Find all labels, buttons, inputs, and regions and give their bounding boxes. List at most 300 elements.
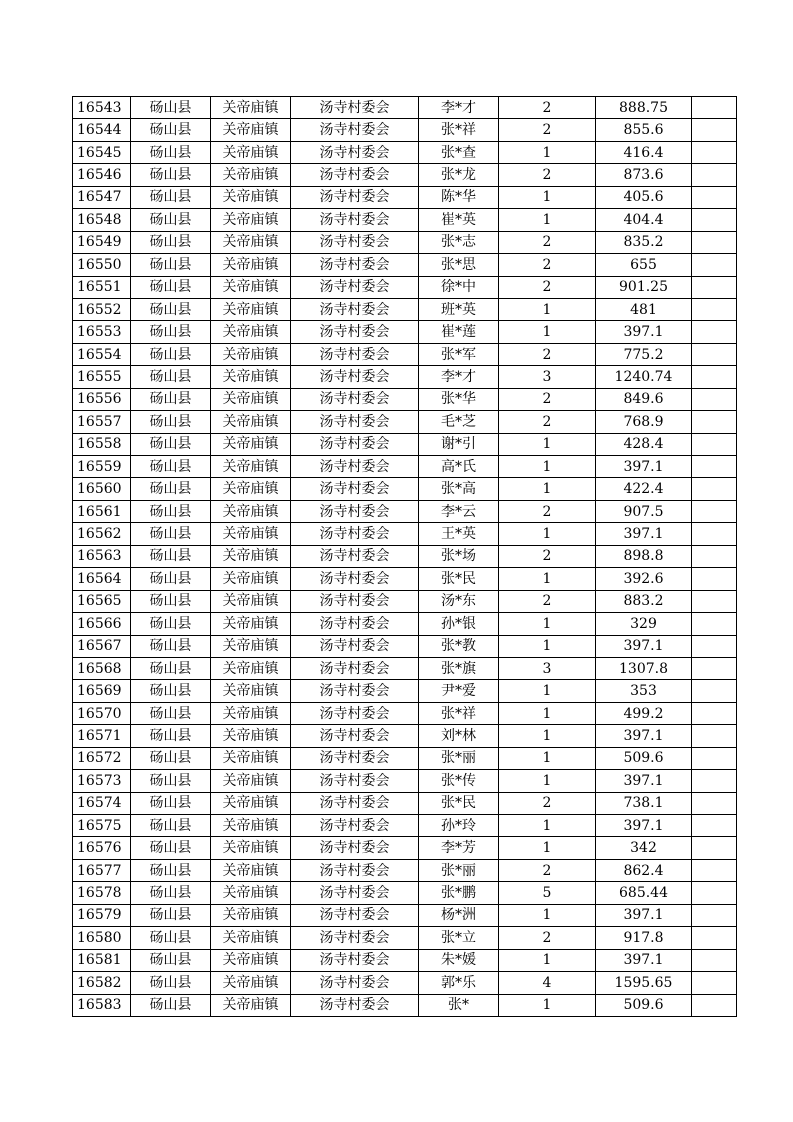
town-cell: 关帝庙镇: [211, 972, 291, 994]
remark-cell: [692, 702, 737, 724]
name-cell: 张*志: [419, 231, 499, 253]
name-cell: 张*查: [419, 141, 499, 163]
household-size-cell: 1: [499, 994, 596, 1016]
remark-cell: [692, 478, 737, 500]
village-committee-cell: 汤寺村委会: [291, 545, 419, 567]
county-cell: 砀山县: [131, 186, 211, 208]
household-size-cell: 2: [499, 859, 596, 881]
amount-cell: 509.6: [596, 747, 692, 769]
village-committee-cell: 汤寺村委会: [291, 231, 419, 253]
county-cell: 砀山县: [131, 523, 211, 545]
table-row: [73, 523, 737, 545]
town-cell: 关帝庙镇: [211, 882, 291, 904]
town-cell: 关帝庙镇: [211, 815, 291, 837]
remark-cell: [692, 882, 737, 904]
village-committee-cell: 汤寺村委会: [291, 702, 419, 724]
amount-cell: 1307.8: [596, 657, 692, 679]
county-cell: 砀山县: [131, 927, 211, 949]
town-cell: 关帝庙镇: [211, 994, 291, 1016]
town-cell: 关帝庙镇: [211, 568, 291, 590]
county-cell: 砀山县: [131, 568, 211, 590]
household-size-cell: 1: [499, 433, 596, 455]
record-id-cell: 16558: [73, 433, 131, 455]
table-row: [73, 500, 737, 522]
village-committee-cell: 汤寺村委会: [291, 411, 419, 433]
remark-cell: [692, 725, 737, 747]
village-committee-cell: 汤寺村委会: [291, 859, 419, 881]
household-size-cell: 2: [499, 411, 596, 433]
record-id-cell: 16564: [73, 568, 131, 590]
remark-cell: [692, 500, 737, 522]
table-row: [73, 949, 737, 971]
record-id-cell: 16567: [73, 635, 131, 657]
village-committee-cell: 汤寺村委会: [291, 590, 419, 612]
county-cell: 砀山县: [131, 343, 211, 365]
village-committee-cell: 汤寺村委会: [291, 725, 419, 747]
village-committee-cell: 汤寺村委会: [291, 97, 419, 119]
table-row: [73, 702, 737, 724]
county-cell: 砀山县: [131, 725, 211, 747]
record-id-cell: 16583: [73, 994, 131, 1016]
town-cell: 关帝庙镇: [211, 321, 291, 343]
remark-cell: [692, 972, 737, 994]
record-id-cell: 16552: [73, 298, 131, 320]
household-size-cell: 3: [499, 366, 596, 388]
name-cell: 张*丽: [419, 747, 499, 769]
record-id-cell: 16563: [73, 545, 131, 567]
remark-cell: [692, 545, 737, 567]
county-cell: 砀山县: [131, 837, 211, 859]
amount-cell: 509.6: [596, 994, 692, 1016]
town-cell: 关帝庙镇: [211, 837, 291, 859]
name-cell: 刘*林: [419, 725, 499, 747]
amount-cell: 422.4: [596, 478, 692, 500]
record-id-cell: 16556: [73, 388, 131, 410]
name-cell: 张*丽: [419, 859, 499, 881]
town-cell: 关帝庙镇: [211, 949, 291, 971]
household-size-cell: 1: [499, 456, 596, 478]
town-cell: 关帝庙镇: [211, 859, 291, 881]
town-cell: 关帝庙镇: [211, 635, 291, 657]
household-size-cell: 2: [499, 545, 596, 567]
name-cell: 毛*芝: [419, 411, 499, 433]
village-committee-cell: 汤寺村委会: [291, 478, 419, 500]
village-committee-cell: 汤寺村委会: [291, 792, 419, 814]
household-size-cell: 1: [499, 613, 596, 635]
village-committee-cell: 汤寺村委会: [291, 635, 419, 657]
table-row: [73, 478, 737, 500]
town-cell: 关帝庙镇: [211, 747, 291, 769]
amount-cell: 397.1: [596, 725, 692, 747]
amount-cell: 855.6: [596, 119, 692, 141]
town-cell: 关帝庙镇: [211, 141, 291, 163]
county-cell: 砀山县: [131, 680, 211, 702]
county-cell: 砀山县: [131, 702, 211, 724]
county-cell: 砀山县: [131, 164, 211, 186]
amount-cell: 353: [596, 680, 692, 702]
county-cell: 砀山县: [131, 545, 211, 567]
remark-cell: [692, 635, 737, 657]
table-row: [73, 321, 737, 343]
town-cell: 关帝庙镇: [211, 613, 291, 635]
table-row: [73, 388, 737, 410]
village-committee-cell: 汤寺村委会: [291, 815, 419, 837]
household-size-cell: 1: [499, 770, 596, 792]
name-cell: 汤*东: [419, 590, 499, 612]
record-id-cell: 16581: [73, 949, 131, 971]
household-size-cell: 2: [499, 119, 596, 141]
county-cell: 砀山县: [131, 141, 211, 163]
county-cell: 砀山县: [131, 859, 211, 881]
remark-cell: [692, 343, 737, 365]
table-row: [73, 97, 737, 119]
amount-cell: 397.1: [596, 949, 692, 971]
county-cell: 砀山县: [131, 478, 211, 500]
household-size-cell: 2: [499, 343, 596, 365]
household-size-cell: 1: [499, 478, 596, 500]
village-committee-cell: 汤寺村委会: [291, 747, 419, 769]
table-row: [73, 904, 737, 926]
amount-cell: 428.4: [596, 433, 692, 455]
table-row: [73, 411, 737, 433]
name-cell: 班*英: [419, 298, 499, 320]
table-row: [73, 657, 737, 679]
name-cell: 张*立: [419, 927, 499, 949]
record-id-cell: 16574: [73, 792, 131, 814]
table-row: [73, 747, 737, 769]
town-cell: 关帝庙镇: [211, 904, 291, 926]
remark-cell: [692, 298, 737, 320]
town-cell: 关帝庙镇: [211, 770, 291, 792]
record-id-cell: 16562: [73, 523, 131, 545]
amount-cell: 481: [596, 298, 692, 320]
name-cell: 张*教: [419, 635, 499, 657]
household-size-cell: 2: [499, 164, 596, 186]
household-size-cell: 5: [499, 882, 596, 904]
amount-cell: 849.6: [596, 388, 692, 410]
amount-cell: 329: [596, 613, 692, 635]
town-cell: 关帝庙镇: [211, 231, 291, 253]
record-id-cell: 16557: [73, 411, 131, 433]
household-size-cell: 2: [499, 388, 596, 410]
record-id-cell: 16559: [73, 456, 131, 478]
village-committee-cell: 汤寺村委会: [291, 164, 419, 186]
amount-cell: 397.1: [596, 770, 692, 792]
village-committee-cell: 汤寺村委会: [291, 456, 419, 478]
table-row: [73, 613, 737, 635]
town-cell: 关帝庙镇: [211, 478, 291, 500]
village-committee-cell: 汤寺村委会: [291, 837, 419, 859]
amount-cell: 416.4: [596, 141, 692, 163]
county-cell: 砀山县: [131, 792, 211, 814]
village-committee-cell: 汤寺村委会: [291, 680, 419, 702]
record-id-cell: 16575: [73, 815, 131, 837]
town-cell: 关帝庙镇: [211, 186, 291, 208]
household-size-cell: 1: [499, 635, 596, 657]
name-cell: 谢*引: [419, 433, 499, 455]
county-cell: 砀山县: [131, 500, 211, 522]
town-cell: 关帝庙镇: [211, 298, 291, 320]
remark-cell: [692, 119, 737, 141]
record-id-cell: 16569: [73, 680, 131, 702]
household-size-cell: 1: [499, 298, 596, 320]
county-cell: 砀山县: [131, 904, 211, 926]
table-row: [73, 186, 737, 208]
name-cell: 李*才: [419, 366, 499, 388]
village-committee-cell: 汤寺村委会: [291, 276, 419, 298]
remark-cell: [692, 366, 737, 388]
county-cell: 砀山县: [131, 231, 211, 253]
county-cell: 砀山县: [131, 613, 211, 635]
table-row: [73, 815, 737, 837]
amount-cell: 898.8: [596, 545, 692, 567]
table-row: [73, 298, 737, 320]
town-cell: 关帝庙镇: [211, 388, 291, 410]
table-body: [73, 97, 737, 1017]
amount-cell: 907.5: [596, 500, 692, 522]
remark-cell: [692, 186, 737, 208]
name-cell: 张*高: [419, 478, 499, 500]
name-cell: 张*民: [419, 568, 499, 590]
town-cell: 关帝庙镇: [211, 702, 291, 724]
village-committee-cell: 汤寺村委会: [291, 343, 419, 365]
town-cell: 关帝庙镇: [211, 590, 291, 612]
household-size-cell: 2: [499, 254, 596, 276]
amount-cell: 738.1: [596, 792, 692, 814]
household-size-cell: 1: [499, 680, 596, 702]
table-row: [73, 231, 737, 253]
amount-cell: 397.1: [596, 456, 692, 478]
household-size-cell: 2: [499, 231, 596, 253]
village-committee-cell: 汤寺村委会: [291, 141, 419, 163]
town-cell: 关帝庙镇: [211, 792, 291, 814]
name-cell: 高*氏: [419, 456, 499, 478]
table-row: [73, 119, 737, 141]
name-cell: 张*场: [419, 545, 499, 567]
village-committee-cell: 汤寺村委会: [291, 904, 419, 926]
village-committee-cell: 汤寺村委会: [291, 254, 419, 276]
table-row: [73, 433, 737, 455]
name-cell: 崔*莲: [419, 321, 499, 343]
village-committee-cell: 汤寺村委会: [291, 321, 419, 343]
record-id-cell: 16554: [73, 343, 131, 365]
town-cell: 关帝庙镇: [211, 545, 291, 567]
household-size-cell: 3: [499, 657, 596, 679]
remark-cell: [692, 141, 737, 163]
county-cell: 砀山县: [131, 815, 211, 837]
village-committee-cell: 汤寺村委会: [291, 882, 419, 904]
remark-cell: [692, 657, 737, 679]
household-size-cell: 1: [499, 321, 596, 343]
village-committee-cell: 汤寺村委会: [291, 994, 419, 1016]
table-row: [73, 254, 737, 276]
household-size-cell: 4: [499, 972, 596, 994]
household-size-cell: 1: [499, 523, 596, 545]
table-row: [73, 141, 737, 163]
household-size-cell: 1: [499, 815, 596, 837]
record-id-cell: 16579: [73, 904, 131, 926]
household-size-cell: 1: [499, 725, 596, 747]
record-id-cell: 16545: [73, 141, 131, 163]
amount-cell: 901.25: [596, 276, 692, 298]
remark-cell: [692, 747, 737, 769]
remark-cell: [692, 590, 737, 612]
household-size-cell: 1: [499, 568, 596, 590]
remark-cell: [692, 411, 737, 433]
name-cell: 李*云: [419, 500, 499, 522]
table-row: [73, 770, 737, 792]
amount-cell: 397.1: [596, 321, 692, 343]
table-row: [73, 994, 737, 1016]
table-row: [73, 164, 737, 186]
remark-cell: [692, 994, 737, 1016]
table-row: [73, 276, 737, 298]
table-row: [73, 792, 737, 814]
name-cell: 张*华: [419, 388, 499, 410]
remark-cell: [692, 815, 737, 837]
town-cell: 关帝庙镇: [211, 500, 291, 522]
record-id-cell: 16553: [73, 321, 131, 343]
amount-cell: 883.2: [596, 590, 692, 612]
remark-cell: [692, 433, 737, 455]
record-id-cell: 16550: [73, 254, 131, 276]
amount-cell: 397.1: [596, 635, 692, 657]
record-id-cell: 16543: [73, 97, 131, 119]
record-id-cell: 16565: [73, 590, 131, 612]
name-cell: 朱*媛: [419, 949, 499, 971]
amount-cell: 768.9: [596, 411, 692, 433]
household-size-cell: 1: [499, 837, 596, 859]
name-cell: 张*祥: [419, 702, 499, 724]
name-cell: 张*军: [419, 343, 499, 365]
county-cell: 砀山县: [131, 298, 211, 320]
county-cell: 砀山县: [131, 949, 211, 971]
amount-cell: 1595.65: [596, 972, 692, 994]
village-committee-cell: 汤寺村委会: [291, 209, 419, 231]
village-committee-cell: 汤寺村委会: [291, 657, 419, 679]
name-cell: 张*民: [419, 792, 499, 814]
record-id-cell: 16555: [73, 366, 131, 388]
town-cell: 关帝庙镇: [211, 343, 291, 365]
remark-cell: [692, 209, 737, 231]
county-cell: 砀山县: [131, 254, 211, 276]
name-cell: 郭*乐: [419, 972, 499, 994]
household-size-cell: 1: [499, 904, 596, 926]
town-cell: 关帝庙镇: [211, 927, 291, 949]
record-id-cell: 16576: [73, 837, 131, 859]
name-cell: 张*旗: [419, 657, 499, 679]
name-cell: 李*才: [419, 97, 499, 119]
remark-cell: [692, 231, 737, 253]
name-cell: 孙*玲: [419, 815, 499, 837]
county-cell: 砀山县: [131, 657, 211, 679]
record-id-cell: 16561: [73, 500, 131, 522]
town-cell: 关帝庙镇: [211, 366, 291, 388]
household-size-cell: 2: [499, 927, 596, 949]
amount-cell: 404.4: [596, 209, 692, 231]
name-cell: 李*芳: [419, 837, 499, 859]
remark-cell: [692, 456, 737, 478]
town-cell: 关帝庙镇: [211, 209, 291, 231]
town-cell: 关帝庙镇: [211, 523, 291, 545]
table-row: [73, 545, 737, 567]
table-row: [73, 590, 737, 612]
amount-cell: 405.6: [596, 186, 692, 208]
county-cell: 砀山县: [131, 590, 211, 612]
county-cell: 砀山县: [131, 97, 211, 119]
village-committee-cell: 汤寺村委会: [291, 366, 419, 388]
amount-cell: 342: [596, 837, 692, 859]
household-size-cell: 1: [499, 209, 596, 231]
name-cell: 尹*爱: [419, 680, 499, 702]
town-cell: 关帝庙镇: [211, 433, 291, 455]
name-cell: 张*传: [419, 770, 499, 792]
name-cell: 孙*银: [419, 613, 499, 635]
remark-cell: [692, 388, 737, 410]
amount-cell: 392.6: [596, 568, 692, 590]
table-row: [73, 837, 737, 859]
data-table: [72, 96, 737, 1017]
record-id-cell: 16570: [73, 702, 131, 724]
table-row: [73, 568, 737, 590]
town-cell: 关帝庙镇: [211, 725, 291, 747]
village-committee-cell: 汤寺村委会: [291, 523, 419, 545]
remark-cell: [692, 613, 737, 635]
county-cell: 砀山县: [131, 321, 211, 343]
name-cell: 张*鹏: [419, 882, 499, 904]
household-size-cell: 1: [499, 186, 596, 208]
county-cell: 砀山县: [131, 635, 211, 657]
record-id-cell: 16546: [73, 164, 131, 186]
household-size-cell: 2: [499, 500, 596, 522]
county-cell: 砀山县: [131, 433, 211, 455]
village-committee-cell: 汤寺村委会: [291, 500, 419, 522]
remark-cell: [692, 568, 737, 590]
amount-cell: 888.75: [596, 97, 692, 119]
record-id-cell: 16568: [73, 657, 131, 679]
record-id-cell: 16578: [73, 882, 131, 904]
record-id-cell: 16571: [73, 725, 131, 747]
table-row: [73, 635, 737, 657]
record-id-cell: 16560: [73, 478, 131, 500]
record-id-cell: 16580: [73, 927, 131, 949]
county-cell: 砀山县: [131, 366, 211, 388]
town-cell: 关帝庙镇: [211, 411, 291, 433]
village-committee-cell: 汤寺村委会: [291, 770, 419, 792]
county-cell: 砀山县: [131, 388, 211, 410]
town-cell: 关帝庙镇: [211, 657, 291, 679]
remark-cell: [692, 523, 737, 545]
record-id-cell: 16548: [73, 209, 131, 231]
amount-cell: 917.8: [596, 927, 692, 949]
household-size-cell: 1: [499, 747, 596, 769]
name-cell: 杨*洲: [419, 904, 499, 926]
amount-cell: 397.1: [596, 815, 692, 837]
record-id-cell: 16566: [73, 613, 131, 635]
name-cell: 张*: [419, 994, 499, 1016]
town-cell: 关帝庙镇: [211, 97, 291, 119]
town-cell: 关帝庙镇: [211, 164, 291, 186]
county-cell: 砀山县: [131, 119, 211, 141]
record-id-cell: 16551: [73, 276, 131, 298]
county-cell: 砀山县: [131, 411, 211, 433]
village-committee-cell: 汤寺村委会: [291, 949, 419, 971]
table-row: [73, 343, 737, 365]
county-cell: 砀山县: [131, 972, 211, 994]
amount-cell: 499.2: [596, 702, 692, 724]
town-cell: 关帝庙镇: [211, 456, 291, 478]
record-id-cell: 16572: [73, 747, 131, 769]
